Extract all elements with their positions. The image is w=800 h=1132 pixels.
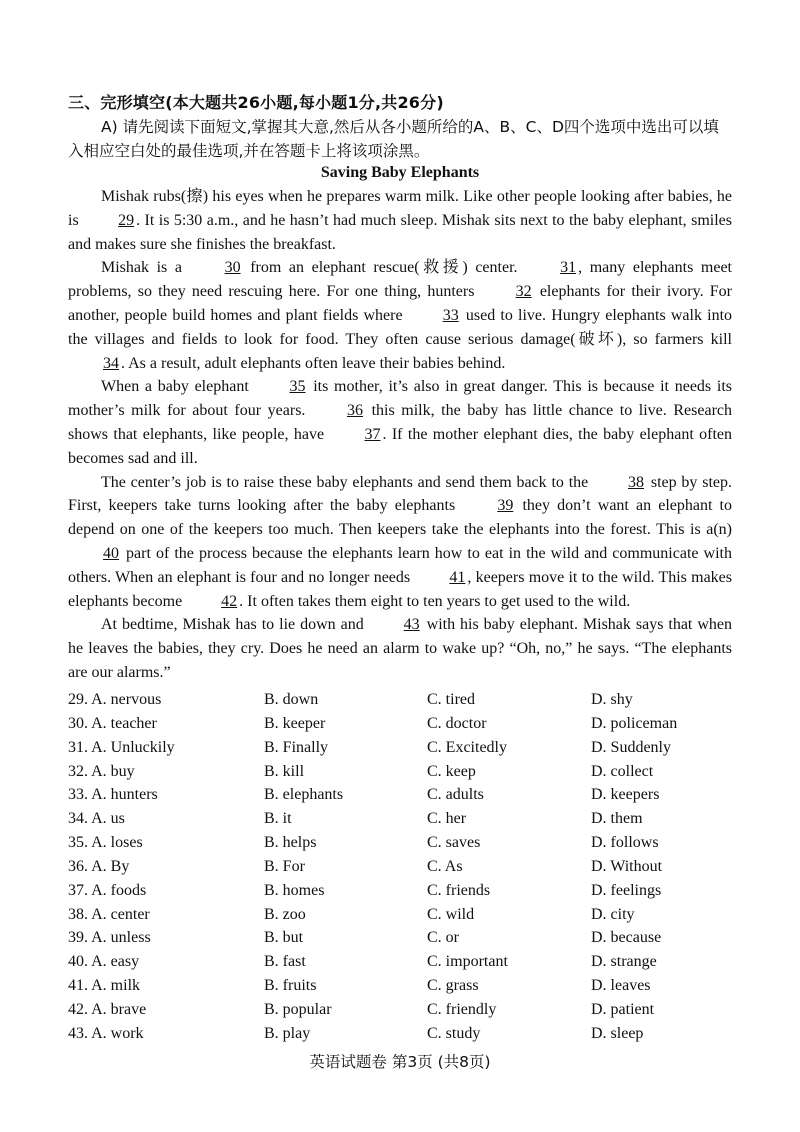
option-c: C. doctor (427, 714, 487, 732)
passage-text: Mishak is a (101, 259, 190, 277)
passage-text: with his baby elephant. Mishak says that when he leaves the babies, they cry. Does he need an alarm to wake up? “Oh, no,” he says. “The elephants are our alarms.” (68, 616, 732, 681)
answer-blank: 40 (103, 544, 119, 562)
option-b: B. elephants (264, 786, 344, 804)
question-options-row (68, 998, 748, 1022)
question-options-row (68, 855, 748, 879)
question-options-row (68, 974, 748, 998)
question-options-row (68, 807, 748, 831)
passage-text: When a baby elephant (101, 378, 255, 396)
option-a: 35. A. loses (68, 834, 143, 852)
answer-blank: 35 (289, 378, 306, 396)
answer-blank: 34 (103, 354, 119, 372)
option-d: D. keepers (591, 786, 660, 804)
option-a: 37. A. foods (68, 881, 147, 899)
passage-text: Mishak rubs(擦) his eyes when he prepares warm milk. Like other people looking after babies, he is (68, 188, 732, 229)
section-instruction: A) 请先阅读下面短文,掌握其大意,然后从各小题所给的A、B、C、D四个选项中选出可以填入相应空白处的最佳选项,并在答题卡上将该项涂黑。 (68, 118, 719, 160)
passage-text: The center’s job is to raise these baby elephants and send them back to the (101, 473, 594, 491)
option-a: 40. A. easy (68, 953, 140, 971)
option-b: B. play (264, 1024, 311, 1042)
passage-text: At bedtime, Mishak has to lie down and (101, 616, 369, 634)
option-d: D. collect (591, 762, 654, 780)
option-d: D. Without (591, 857, 663, 875)
option-d: D. follows (591, 834, 659, 852)
passage-text: step by step. First, keepers take turns looking after the baby elephants (68, 473, 733, 515)
answer-blank: 33 (442, 306, 459, 324)
passage-text: from an elephant rescue(救援) center. (242, 259, 526, 277)
option-a: 38. A. center (68, 905, 150, 923)
option-c: C. or (427, 929, 459, 947)
option-b: B. but (264, 929, 304, 947)
passage-text: they don’t want an elephant to depend on one of the keepers too much. Then keepers take the elephants into the forest. This is a(n) (68, 497, 733, 539)
answer-blank: 37 (364, 425, 381, 443)
question-options-row (68, 831, 748, 855)
answer-blank: 42 (221, 592, 238, 610)
passage-text: this milk, the baby has little chance to live. Research shows that elephants, like people, have (68, 402, 732, 443)
question-options-row (68, 926, 748, 950)
passage-text: . It is 5:30 a.m., and he hasn’t had much sleep. Mishak sits next to the baby elephant, smiles and makes sure she finishes the breakfast. (68, 211, 733, 253)
answer-blank: 43 (403, 616, 420, 634)
option-d: D. because (591, 929, 662, 947)
option-d: D. leaves (591, 977, 651, 995)
option-c: C. Excitedly (427, 738, 507, 756)
option-d: D. them (591, 810, 643, 828)
option-a: 34. A. us (68, 810, 125, 828)
option-a: 39. A. unless (68, 929, 151, 947)
passage-paragraph (68, 256, 732, 375)
option-d: D. shy (591, 691, 633, 708)
passage-text: elephants for their ivory. For another, people build homes and plant fields where (68, 283, 733, 324)
question-options-row (68, 783, 748, 807)
option-a: 42. A. brave (68, 1000, 147, 1018)
answer-blank: 30 (224, 259, 241, 277)
option-b: B. Finally (264, 738, 329, 756)
option-c: C. study (427, 1024, 481, 1042)
option-b: B. fast (264, 953, 306, 971)
passage-text: , many elephants meet problems, so they need rescuing here. For one thing, hunters (68, 259, 732, 301)
option-b: B. kill (264, 762, 305, 780)
option-d: D. strange (591, 953, 657, 971)
option-c: C. As (427, 857, 463, 875)
option-d: D. policeman (591, 714, 678, 732)
passage-text: . As a result, adult elephants often leave their babies behind. (121, 354, 506, 372)
option-c: C. important (427, 953, 508, 971)
question-options-row (68, 688, 748, 712)
option-a: 43. A. work (68, 1024, 144, 1042)
question-options-row (68, 903, 748, 927)
answer-blank: 31 (560, 259, 577, 277)
section-title: 三、完形填空(本大题共26小题,每小题1分,共26分) (68, 93, 444, 112)
option-a: 36. A. By (68, 857, 130, 875)
option-b: B. helps (264, 834, 317, 852)
option-c: C. grass (427, 977, 479, 995)
answer-blank: 38 (628, 473, 645, 491)
passage-text: its mother, it’s also in great danger. This is because it needs its mother’s milk for about four years. (68, 378, 732, 420)
question-options-row (68, 950, 748, 974)
option-a: 32. A. buy (68, 762, 135, 780)
passage-paragraph (68, 613, 732, 684)
question-options-row (68, 1022, 748, 1046)
option-c: C. adults (427, 786, 484, 804)
option-c: C. wild (427, 905, 475, 923)
answer-blank: 29 (118, 211, 135, 229)
question-options-row (68, 712, 748, 736)
answer-blank: 39 (497, 497, 514, 515)
option-d: D. city (591, 905, 635, 923)
option-d: D. patient (591, 1000, 655, 1018)
answer-blank: 32 (515, 283, 532, 301)
answer-blank: 36 (347, 402, 363, 420)
option-c: C. tired (427, 691, 475, 708)
option-a: 29. A. nervous (68, 691, 162, 708)
options-list (68, 688, 748, 1046)
option-b: B. fruits (264, 977, 317, 995)
option-a: 30. A. teacher (68, 714, 157, 732)
option-b: B. For (264, 857, 305, 875)
option-a: 41. A. milk (68, 977, 141, 995)
passage-text: part of the process because the elephants learn how to eat in the wild and communicate with others. When an elephant is four and no longer needs (68, 544, 732, 586)
passage-body (68, 185, 732, 685)
option-b: B. it (264, 810, 292, 828)
question-options-row (68, 736, 748, 760)
option-b: B. homes (264, 881, 325, 899)
question-options-row (68, 879, 748, 903)
option-b: B. keeper (264, 714, 326, 732)
option-a: 31. A. Unluckily (68, 738, 175, 756)
answer-blank: 41 (449, 568, 466, 586)
page-footer: 英语试题卷 第3页 (共8页) (309, 1053, 491, 1071)
option-b: B. zoo (264, 905, 306, 923)
option-c: C. keep (427, 762, 476, 780)
option-a: 33. A. hunters (68, 786, 158, 804)
passage-text: . If the mother elephant dies, the baby elephant often becomes sad and ill. (68, 425, 733, 467)
passage-text: , keepers move it to the wild. This makes elephants become (68, 568, 733, 610)
option-b: B. popular (264, 1000, 332, 1018)
option-c: C. friends (427, 881, 491, 899)
passage-text: . It often takes them eight to ten years to get used to the wild. (239, 592, 631, 610)
option-d: D. Suddenly (591, 738, 671, 756)
option-c: C. saves (427, 834, 481, 852)
option-c: C. her (427, 810, 467, 828)
passage-paragraph (68, 185, 732, 256)
option-d: D. sleep (591, 1024, 644, 1042)
option-c: C. friendly (427, 1000, 497, 1018)
option-d: D. feelings (591, 881, 662, 899)
question-options-row (68, 760, 748, 784)
passage-paragraph (68, 471, 732, 614)
passage-title: Saving Baby Elephants (320, 164, 480, 181)
option-b: B. down (264, 691, 319, 708)
passage-text: used to live. Hungry elephants walk into the villages and fields to look for food. They often cause serious damage(破坏), so farmers kill (68, 306, 733, 348)
passage-paragraph (68, 375, 732, 470)
